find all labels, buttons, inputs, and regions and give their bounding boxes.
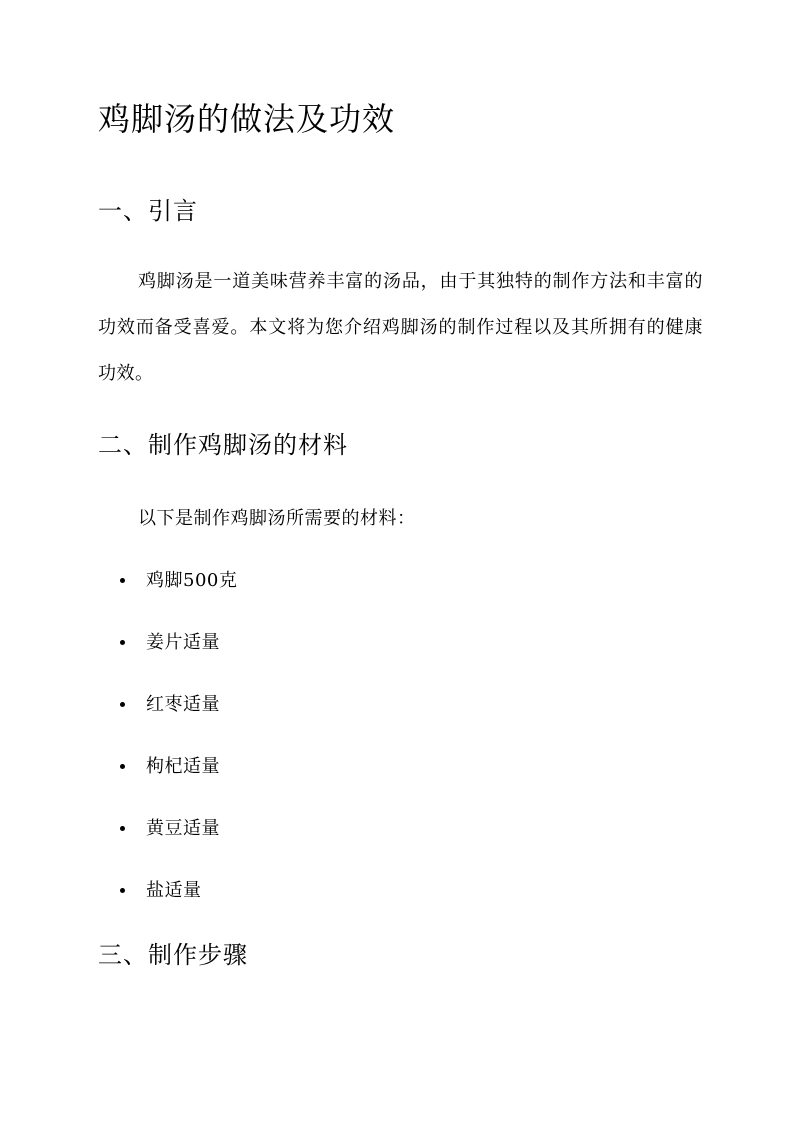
section-heading-introduction: 一、引言 — [98, 197, 198, 225]
section-heading-materials: 二、制作鸡脚汤的材料 — [98, 431, 348, 459]
bullet-icon — [120, 578, 125, 583]
material-item-text: 枸杞适量 — [146, 756, 220, 777]
material-item-text: 黄豆适量 — [146, 818, 220, 839]
section-heading-steps: 三、制作步骤 — [98, 941, 248, 969]
bullet-icon — [120, 888, 125, 893]
material-item-text: 盐适量 — [146, 880, 202, 901]
document-title: 鸡脚汤的做法及功效 — [98, 100, 396, 138]
material-item-text: 姜片适量 — [146, 632, 220, 653]
bullet-icon — [120, 640, 125, 645]
material-item-text: 鸡脚500克 — [146, 570, 238, 591]
material-item-text: 红枣适量 — [146, 694, 220, 715]
bullet-icon — [120, 826, 125, 831]
bullet-icon — [120, 702, 125, 707]
introduction-paragraph: 鸡脚汤是一道美味营养丰富的汤品，由于其独特的制作方法和丰富的功效而备受喜爱。本文将为您介绍鸡脚汤的制作过程以及其所拥有的健康功效。 — [98, 271, 703, 384]
materials-intro-paragraph: 以下是制作鸡脚汤所需要的材料： — [138, 508, 416, 529]
bullet-icon — [120, 764, 125, 769]
